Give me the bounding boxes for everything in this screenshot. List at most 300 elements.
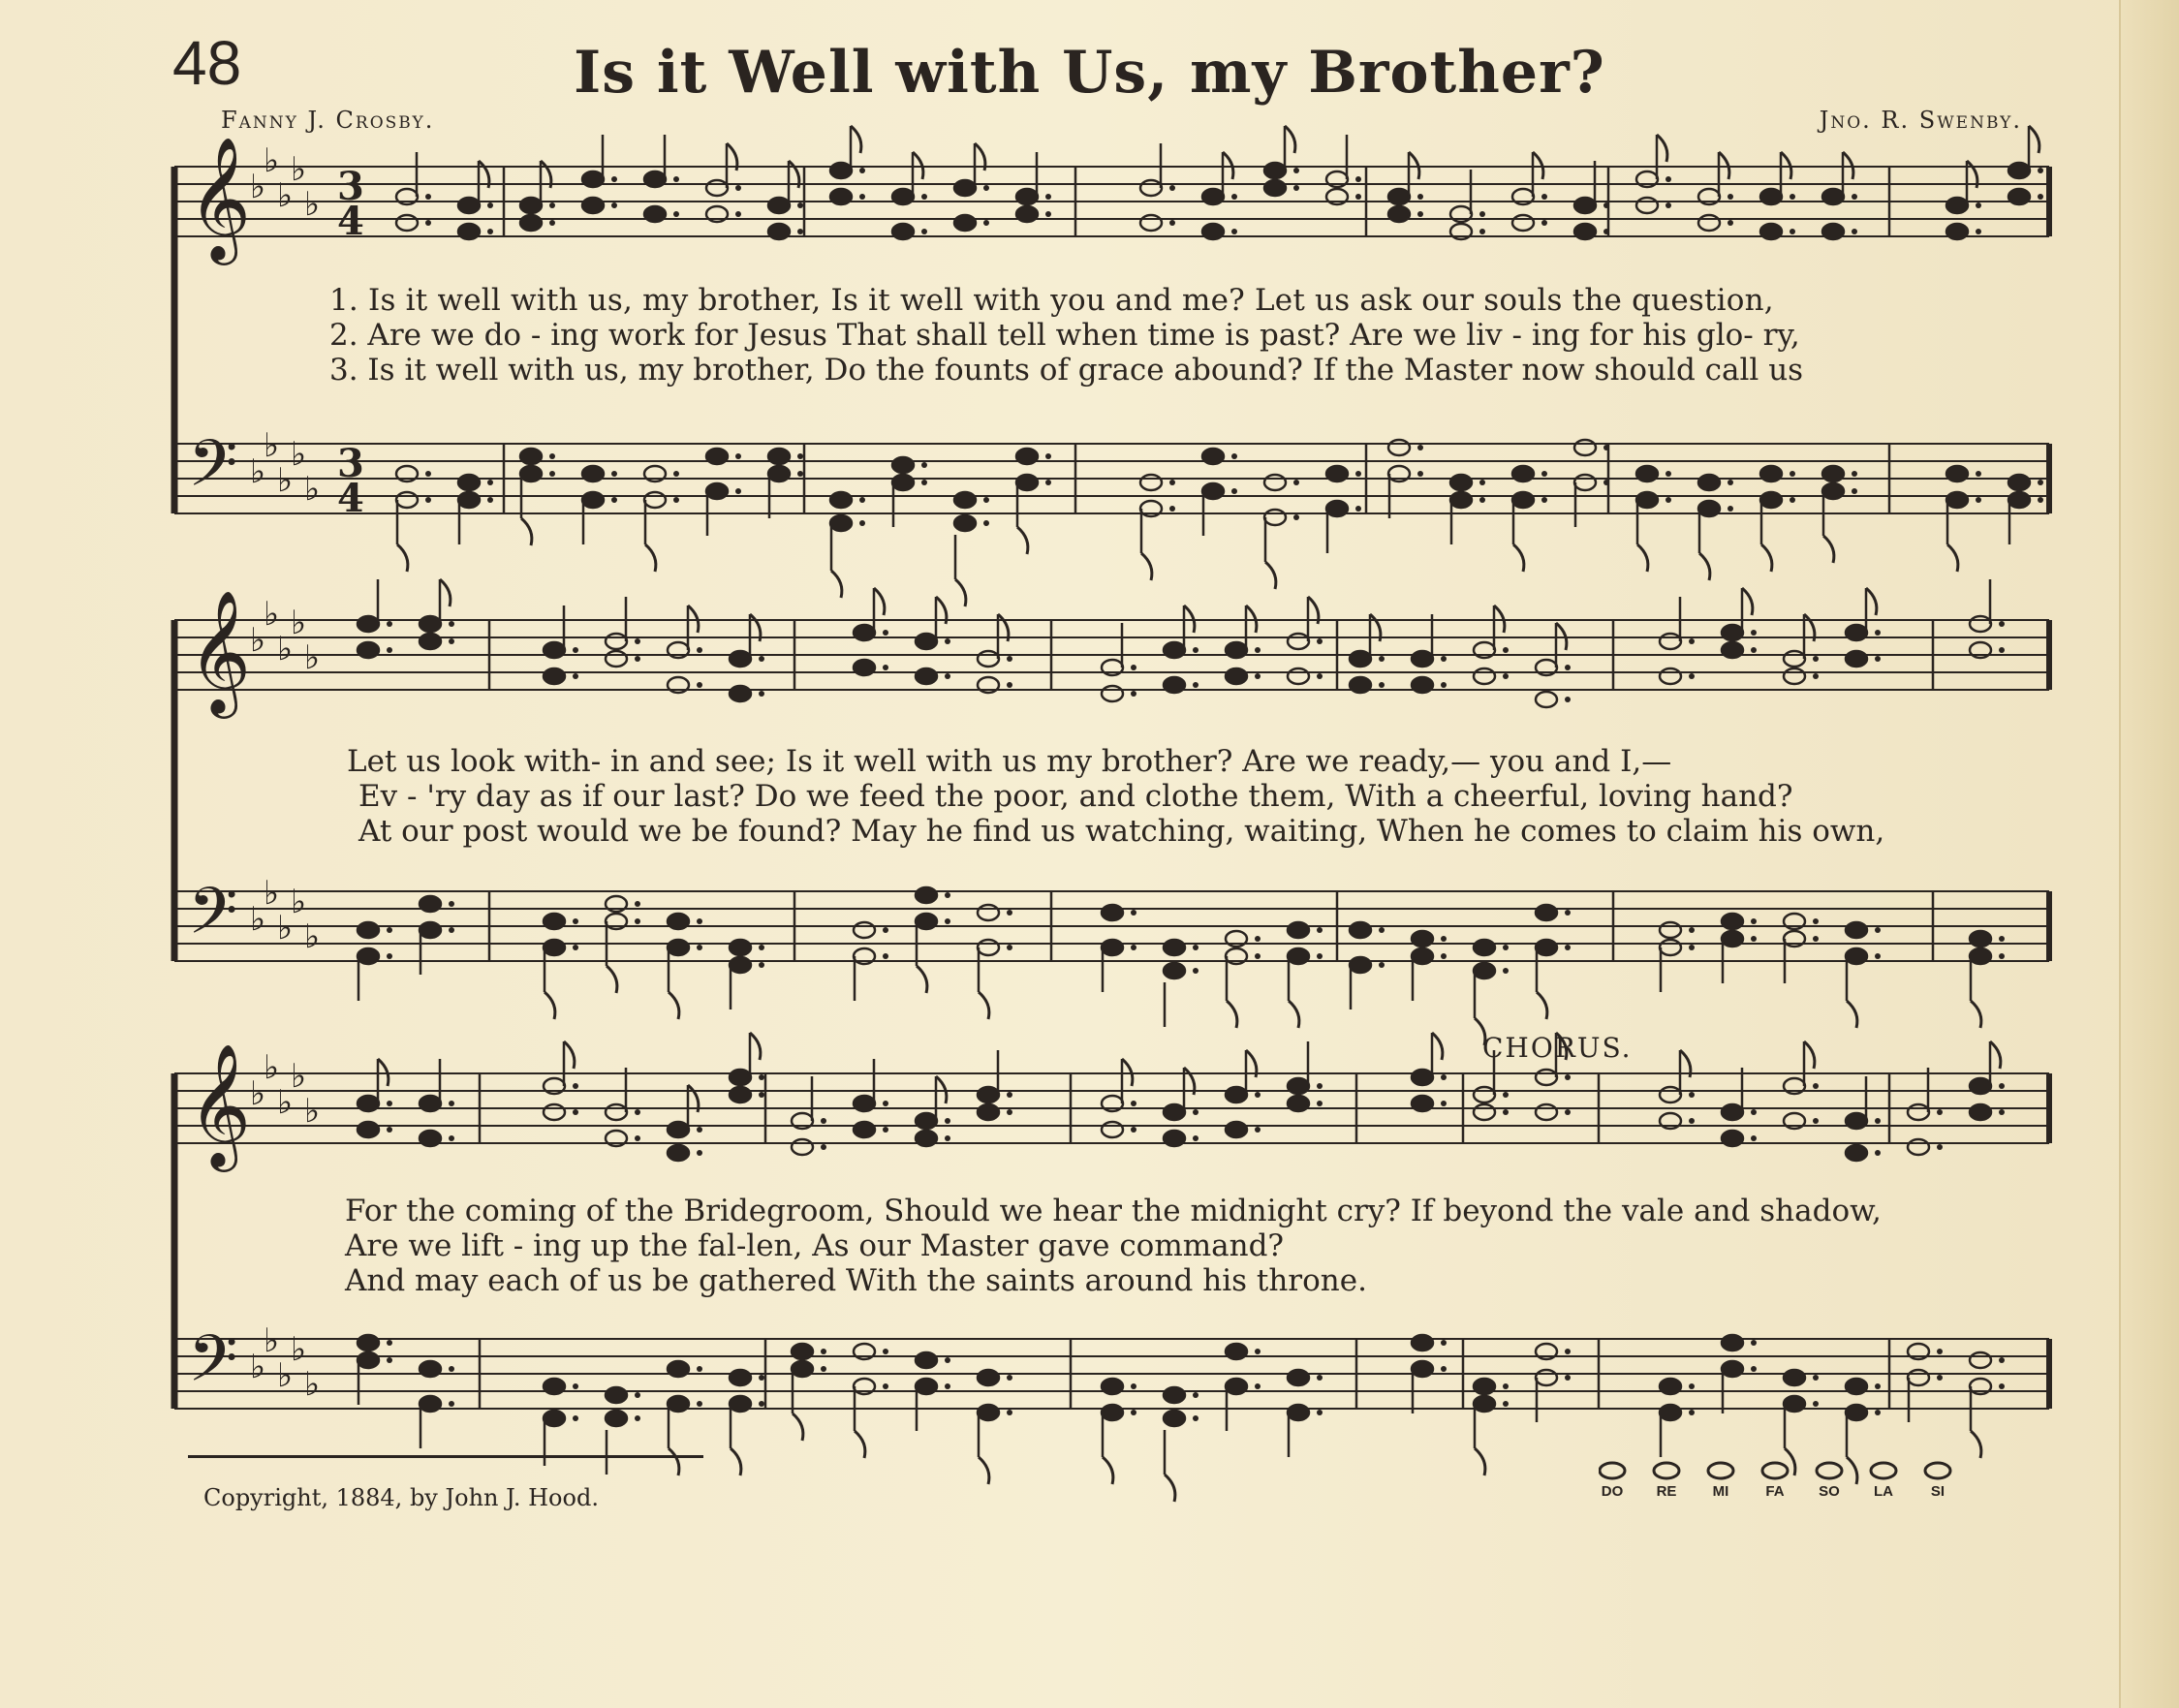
dot [1007, 1109, 1012, 1115]
dot [1999, 1383, 2005, 1389]
note-head [644, 492, 666, 508]
dot [1728, 480, 1733, 485]
dot [1131, 691, 1136, 697]
note-head [768, 224, 790, 239]
note-head [1660, 922, 1681, 938]
flat-icon: ♭ [277, 1083, 294, 1122]
dot [449, 1101, 454, 1106]
note-flag [1103, 1457, 1113, 1484]
treble-clef-icon: 𝄞 [188, 1042, 252, 1166]
note-head [1412, 1361, 1433, 1377]
flat-icon: ♭ [304, 470, 321, 509]
dot [1976, 202, 1981, 208]
dot [1790, 471, 1795, 477]
dot [1007, 1410, 1012, 1415]
note-head [978, 940, 999, 955]
dot [1293, 185, 1299, 191]
note-flag [1513, 544, 1524, 572]
note-head [1636, 466, 1658, 481]
dot [759, 656, 764, 662]
flat-icon: ♭ [264, 874, 280, 913]
treble-clef-icon: 𝄞 [188, 589, 252, 713]
dot [1813, 1118, 1819, 1124]
dot [735, 488, 741, 494]
note-head [1388, 189, 1410, 204]
solfa-syllable: RE [1656, 1483, 1677, 1500]
note-head [1512, 215, 1534, 231]
dot [1193, 1109, 1198, 1115]
note-head [1970, 948, 1991, 964]
note-flag [1971, 1431, 1981, 1458]
note-head [1226, 1379, 1247, 1394]
solfa-syllable: DO [1601, 1483, 1624, 1500]
dot [573, 918, 578, 924]
note-head [706, 180, 728, 196]
dot [945, 673, 950, 679]
dot [821, 1349, 826, 1354]
dot [1193, 968, 1198, 974]
note-head [544, 914, 565, 929]
dot [1875, 630, 1881, 636]
flat-icon: ♭ [304, 917, 321, 956]
flat-icon: ♭ [291, 883, 307, 921]
dot [425, 497, 431, 503]
dot [635, 1135, 640, 1141]
note-head [1164, 1104, 1185, 1120]
note-head [768, 466, 790, 481]
note-head [916, 668, 937, 684]
dot [945, 892, 950, 898]
note-head [1450, 475, 1472, 490]
dot [1479, 497, 1485, 503]
dot [1131, 910, 1136, 916]
dot [1317, 673, 1323, 679]
note-head [954, 180, 976, 196]
dot [611, 202, 617, 208]
dot [1317, 1375, 1323, 1381]
note-head [544, 1104, 565, 1120]
dot [1317, 638, 1323, 644]
note-head [582, 466, 604, 481]
note-head [1846, 922, 1867, 938]
dot [635, 1415, 640, 1421]
note-head [1288, 634, 1309, 649]
dot [883, 630, 888, 636]
note-head [1288, 1405, 1309, 1420]
note-head [978, 1104, 999, 1120]
note-head [644, 171, 666, 187]
note-head [1474, 963, 1495, 978]
dot [673, 471, 679, 477]
note-head [730, 651, 751, 667]
dot [1603, 202, 1609, 208]
dot [573, 1383, 578, 1389]
dot [1503, 1092, 1509, 1098]
dot [1875, 1118, 1881, 1124]
dot [859, 168, 865, 173]
note-head [706, 483, 728, 499]
note-head [892, 224, 914, 239]
dot [1193, 647, 1198, 653]
note-head [1660, 1379, 1681, 1394]
dot [1976, 471, 1981, 477]
dot [635, 1109, 640, 1115]
dot [759, 945, 764, 950]
note-head [2008, 475, 2030, 490]
dot [1479, 211, 1485, 217]
dot [1813, 918, 1819, 924]
dot [1999, 647, 2005, 653]
dot [1937, 1375, 1943, 1381]
dot [1417, 445, 1423, 450]
dot [821, 1366, 826, 1372]
flat-icon: ♭ [250, 452, 266, 491]
flat-icon: ♭ [250, 168, 266, 206]
note-flag [1475, 1448, 1485, 1475]
flat-icon: ♭ [250, 1074, 266, 1113]
note-head [668, 1122, 689, 1137]
note-head [1536, 1070, 1557, 1085]
note-head [1846, 625, 1867, 640]
note-head [1822, 466, 1844, 481]
solfa-shape-icon [1871, 1463, 1896, 1478]
lyric-line: 1. Is it well with us, my brother, Is it well with you and me? Let us ask our souls the question, [329, 283, 1774, 318]
dot [573, 945, 578, 950]
dot [1751, 1366, 1757, 1372]
note-head [916, 1352, 937, 1368]
note-head [730, 957, 751, 973]
dot [1007, 682, 1012, 688]
dot [1131, 1101, 1136, 1106]
note-head [1474, 1087, 1495, 1102]
note-flag [874, 588, 885, 615]
dot [673, 497, 679, 503]
note-head [1698, 475, 1720, 490]
dot [983, 185, 989, 191]
note-head [2008, 189, 2030, 204]
dot [1790, 194, 1795, 200]
dot [883, 1349, 888, 1354]
dot [2038, 168, 2043, 173]
note-head [1388, 206, 1410, 222]
note-head [1164, 677, 1185, 693]
dot [1255, 1383, 1261, 1389]
dot [1999, 936, 2005, 942]
dot [921, 462, 927, 468]
dot [1231, 229, 1237, 234]
dot [1689, 945, 1695, 950]
dot [573, 647, 578, 653]
dot [945, 918, 950, 924]
dot [1441, 1074, 1447, 1080]
note-flag [831, 571, 842, 598]
note-head [1140, 215, 1162, 231]
note-head [644, 206, 666, 222]
dot [1875, 656, 1881, 662]
dot [449, 1366, 454, 1372]
note-head [1512, 492, 1534, 508]
dot [1751, 1135, 1757, 1141]
note-head [1512, 466, 1534, 481]
note-head [916, 1379, 937, 1394]
dot [1790, 229, 1795, 234]
note-head [396, 492, 418, 508]
dot [1231, 453, 1237, 459]
note-head [1326, 466, 1348, 481]
note-head [1970, 616, 1991, 632]
dot [1603, 445, 1609, 450]
note-head [1202, 483, 1224, 499]
note-head [1288, 1370, 1309, 1385]
note-head [1474, 668, 1495, 684]
dot [1875, 953, 1881, 959]
solfa-shape-icon [1925, 1463, 1950, 1478]
note-flag [1265, 562, 1276, 589]
note-head [1970, 1104, 1991, 1120]
note-head [520, 449, 542, 464]
flat-icon: ♭ [304, 185, 321, 224]
dot [1293, 514, 1299, 520]
dot [945, 638, 950, 644]
dot [1875, 1150, 1881, 1156]
dot [883, 1101, 888, 1106]
note-head [606, 1104, 627, 1120]
bass-clef-icon: 𝄢 [188, 1321, 238, 1412]
note-head [1264, 510, 1286, 525]
note-head [1350, 957, 1371, 973]
dot [1255, 1092, 1261, 1098]
note-head [1574, 198, 1596, 213]
note-head [1536, 940, 1557, 955]
note-head [1164, 940, 1185, 955]
note-head [1102, 1405, 1123, 1420]
dot [1355, 506, 1361, 512]
note-head [830, 515, 852, 531]
note-head [1722, 914, 1743, 929]
note-flag [1866, 588, 1877, 615]
note-flag [1742, 588, 1753, 615]
dot [1813, 1083, 1819, 1089]
note-head [1784, 668, 1805, 684]
note-head [458, 475, 480, 490]
dot [1007, 910, 1012, 916]
dot [1379, 962, 1385, 968]
note-head [1660, 668, 1681, 684]
dot [1565, 1074, 1571, 1080]
note-head [1412, 931, 1433, 947]
dot [1875, 927, 1881, 933]
dot [449, 901, 454, 907]
note-head [1660, 634, 1681, 649]
dot [449, 1401, 454, 1407]
dot [1937, 1109, 1943, 1115]
note-head [1574, 224, 1596, 239]
note-head [1574, 475, 1596, 490]
note-head [730, 1087, 751, 1102]
dot [1441, 1101, 1447, 1106]
solfa-shape-icon [1817, 1463, 1842, 1478]
note-head [1164, 963, 1185, 978]
note-head [544, 642, 565, 658]
dot [1976, 229, 1981, 234]
dot [1379, 682, 1385, 688]
dot [1045, 211, 1051, 217]
note-head [358, 1335, 379, 1351]
note-head [1288, 1096, 1309, 1111]
dot [1231, 194, 1237, 200]
note-head [916, 634, 937, 649]
note-head [1846, 948, 1867, 964]
dot [1193, 1392, 1198, 1398]
solfa-syllable: LA [1874, 1483, 1893, 1500]
dot [697, 945, 702, 950]
dot [1751, 918, 1757, 924]
dot [1852, 194, 1857, 200]
dot [1603, 480, 1609, 485]
note-head [358, 948, 379, 964]
note-head [1350, 677, 1371, 693]
note-head [916, 914, 937, 929]
dot [1317, 953, 1323, 959]
dot [1790, 497, 1795, 503]
flat-icon: ♭ [250, 621, 266, 660]
note-flag [397, 544, 408, 572]
solfa-syllable: SO [1819, 1483, 1840, 1500]
dot [487, 497, 493, 503]
note-head [420, 634, 441, 649]
note-head [730, 1370, 751, 1385]
page-number: 48 [172, 28, 242, 98]
dot [549, 220, 555, 226]
note-head [606, 634, 627, 649]
note-head [1450, 492, 1472, 508]
lyric-line: 2. Are we do - ing work for Jesus That shall tell when time is past? Are we liv - ing for his glo- ry, [329, 318, 1800, 353]
note-head [668, 914, 689, 929]
dot [1541, 220, 1547, 226]
dot [611, 176, 617, 182]
dot [821, 1144, 826, 1150]
dot [1441, 656, 1447, 662]
note-head [854, 1096, 875, 1111]
dot [1007, 945, 1012, 950]
dot [573, 1415, 578, 1421]
note-head [520, 466, 542, 481]
dot [549, 471, 555, 477]
note-head [582, 171, 604, 187]
dot [1689, 1410, 1695, 1415]
dot [1441, 1366, 1447, 1372]
dot [1751, 1109, 1757, 1115]
note-head [1164, 642, 1185, 658]
dot [1441, 936, 1447, 942]
note-head [1474, 1104, 1495, 1120]
dot [1751, 647, 1757, 653]
treble-clef-icon: 𝄞 [188, 136, 252, 260]
note-head [830, 492, 852, 508]
note-head [1536, 905, 1557, 920]
note-head [706, 449, 728, 464]
note-head [854, 625, 875, 640]
dot [487, 229, 493, 234]
note-head [1412, 948, 1433, 964]
dot [945, 1118, 950, 1124]
dot [1689, 673, 1695, 679]
dot [697, 1127, 702, 1133]
dot [697, 1401, 702, 1407]
dot [921, 194, 927, 200]
dot [1379, 656, 1385, 662]
note-flag [607, 966, 617, 993]
note-head [978, 651, 999, 667]
flat-icon: ♭ [304, 1365, 321, 1404]
dot [1689, 1092, 1695, 1098]
note-head [978, 1087, 999, 1102]
dot [921, 229, 927, 234]
dot [1852, 488, 1857, 494]
dot [1131, 945, 1136, 950]
note-head [520, 215, 542, 231]
note-head [1350, 922, 1371, 938]
dot [1255, 936, 1261, 942]
solfa-syllable: MI [1712, 1483, 1729, 1500]
dot [1193, 1415, 1198, 1421]
note-head [668, 1145, 689, 1161]
dot [611, 497, 617, 503]
note-head [1412, 1335, 1433, 1351]
dot [1999, 1357, 2005, 1363]
flat-icon: ♭ [264, 141, 280, 180]
dot [1565, 910, 1571, 916]
note-head [854, 922, 875, 938]
flat-icon: ♭ [264, 1048, 280, 1087]
flat-icon: ♭ [264, 426, 280, 465]
dot [697, 918, 702, 924]
lyric-line: And may each of us be gathered With the saints around his throne. [345, 1263, 1367, 1298]
note-head [1946, 492, 1968, 508]
time-signature-numerator: 3 [337, 164, 364, 209]
note-head [1970, 1078, 1991, 1094]
note-flag [1017, 527, 1028, 554]
flat-icon: ♭ [277, 461, 294, 500]
dot [1689, 1383, 1695, 1389]
note-head [1288, 1078, 1309, 1094]
note-head [1946, 466, 1968, 481]
note-head [606, 651, 627, 667]
dot [387, 1357, 392, 1363]
dot [883, 1127, 888, 1133]
note-head [1474, 1396, 1495, 1412]
dot [1355, 194, 1361, 200]
note-head [1288, 668, 1309, 684]
note-head [1164, 1411, 1185, 1426]
dot [1852, 471, 1857, 477]
note-head [768, 198, 790, 213]
dot [2038, 480, 2043, 485]
note-head [954, 215, 976, 231]
dot [1751, 936, 1757, 942]
note-head [1202, 224, 1224, 239]
note-head [792, 1361, 813, 1377]
flat-icon: ♭ [264, 595, 280, 634]
dot [635, 638, 640, 644]
note-head [1636, 198, 1658, 213]
note-flag [851, 126, 861, 153]
note-head [1536, 1370, 1557, 1385]
dot [573, 1083, 578, 1089]
dot [1255, 953, 1261, 959]
note-head [1102, 940, 1123, 955]
note-head [358, 1122, 379, 1137]
